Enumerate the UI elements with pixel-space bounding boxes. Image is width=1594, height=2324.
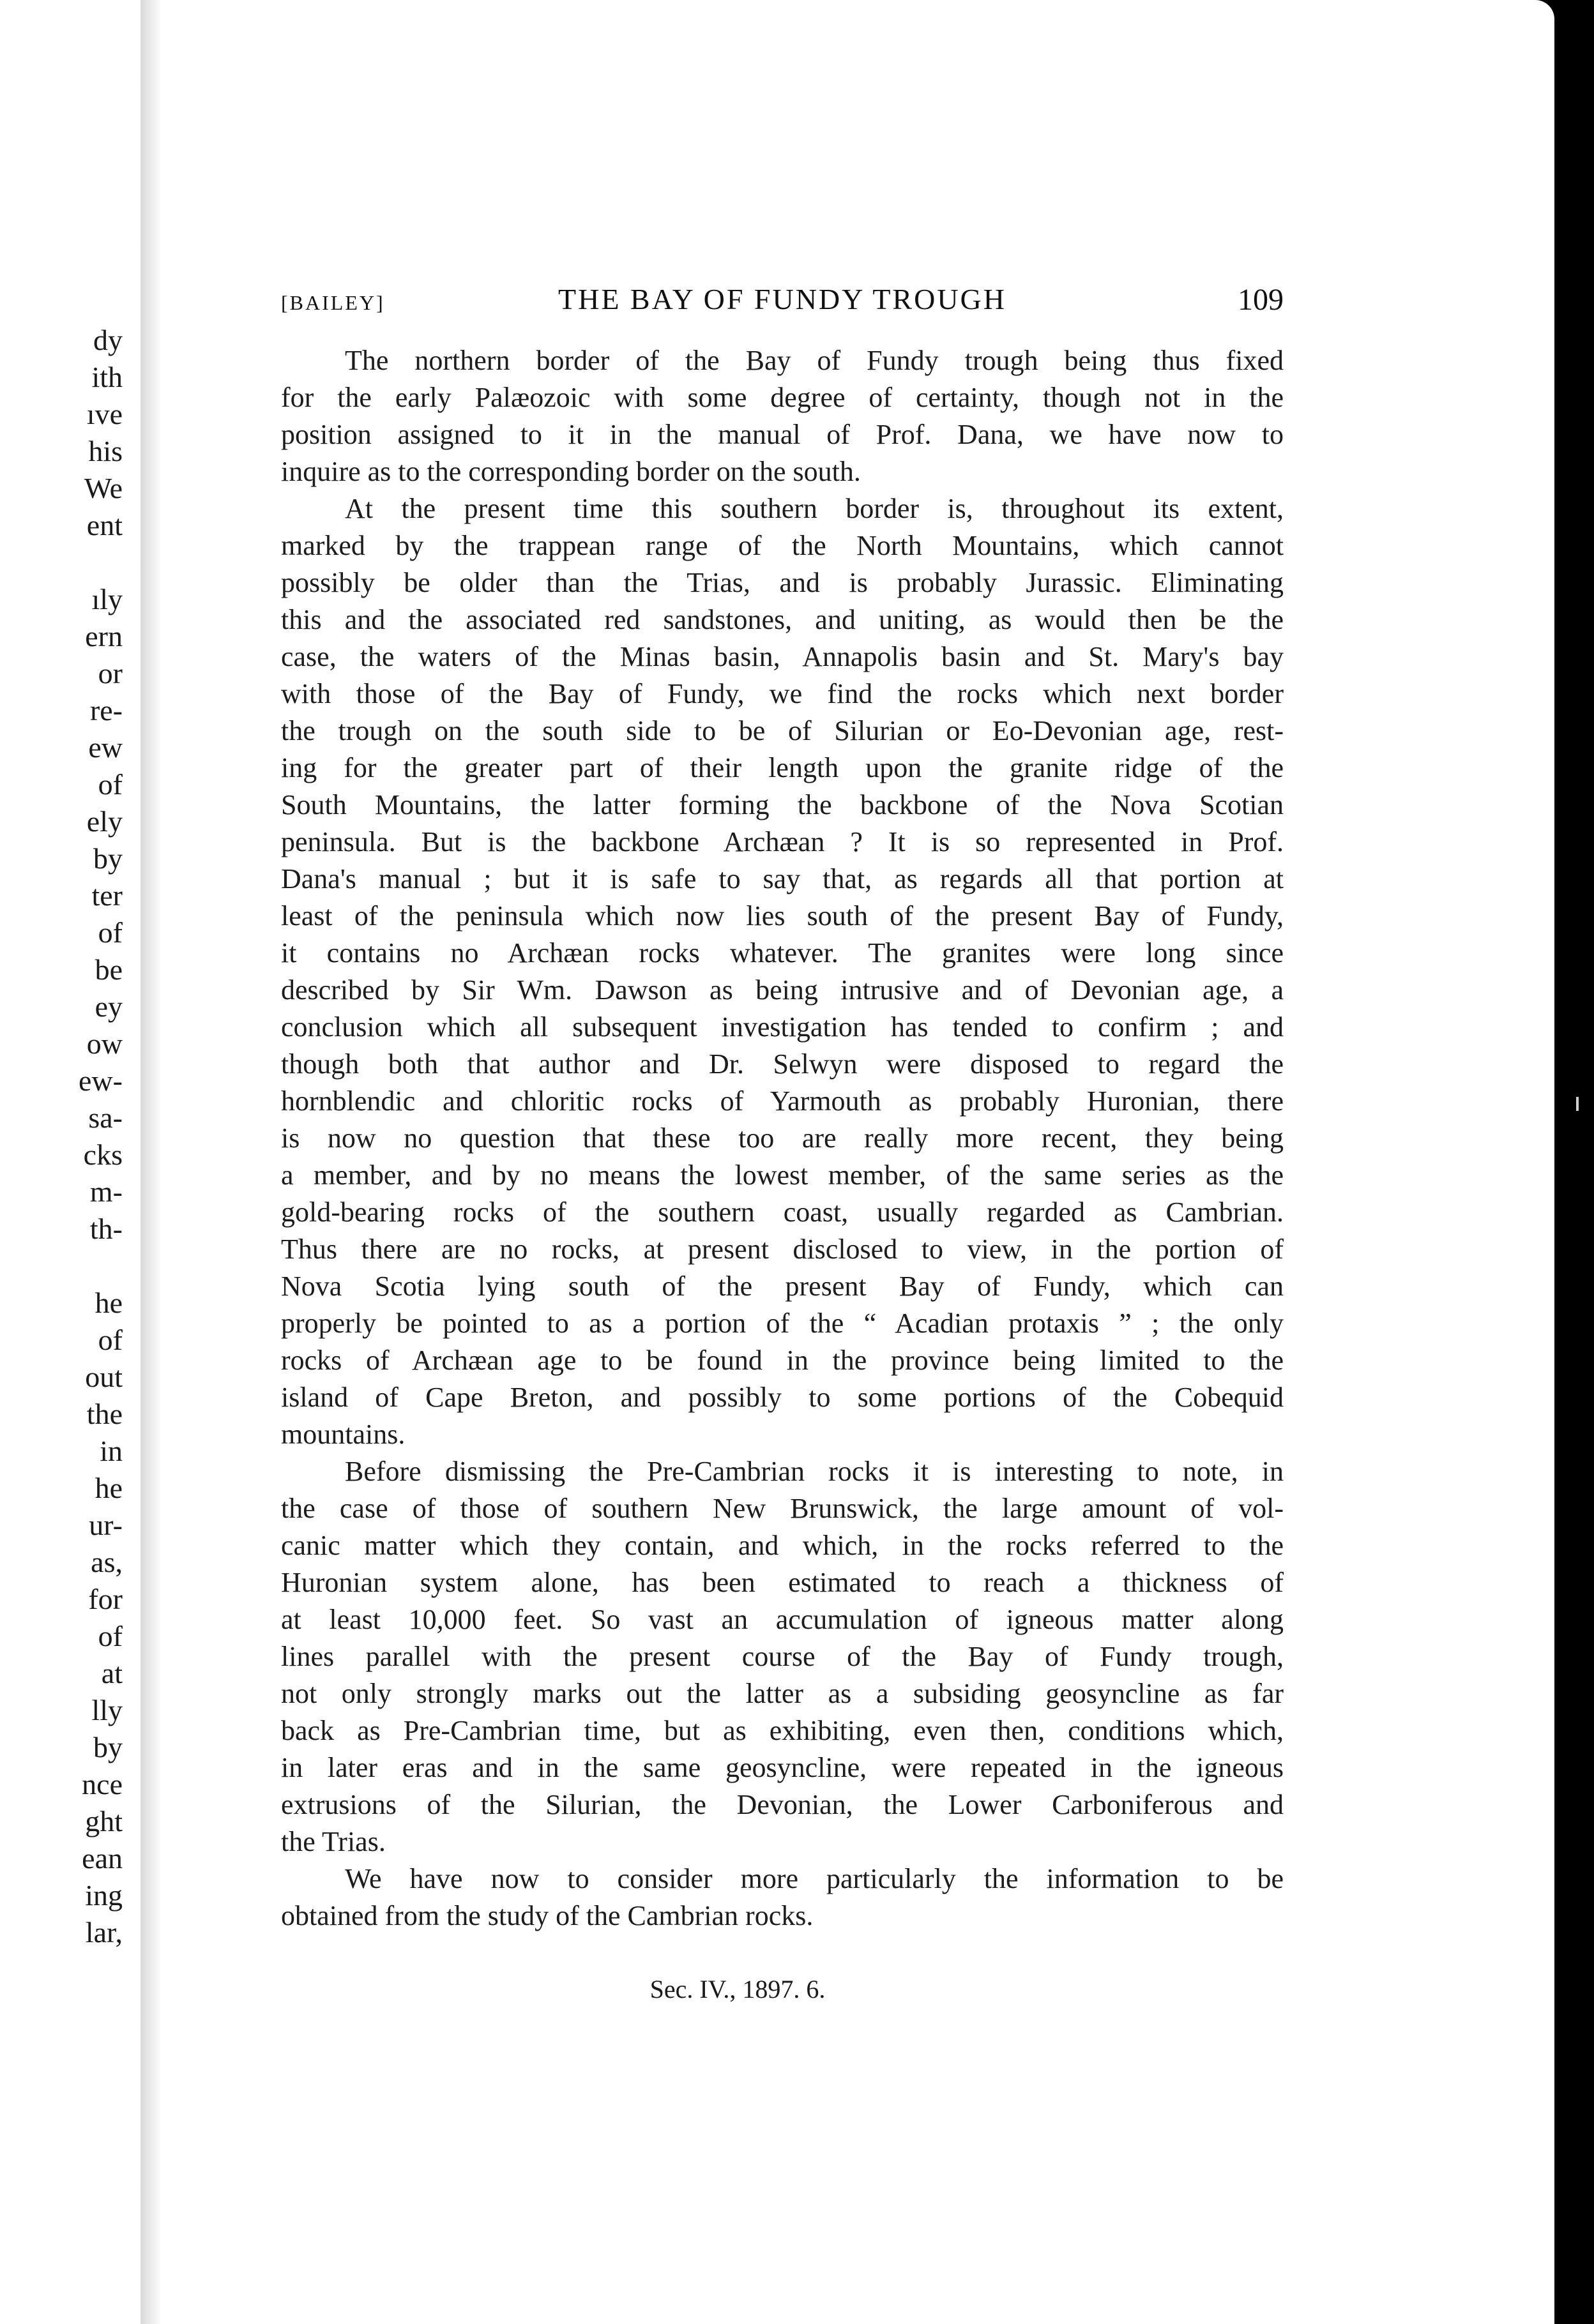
text-line: We have now to consider more particularly the information to be — [345, 1863, 1284, 1894]
signature-line: Sec. IV., 1897. 6. — [649, 1975, 826, 2003]
left-page-text-fragment: ent — [86, 509, 123, 541]
left-page-text-fragment: out — [85, 1361, 123, 1393]
text-line: case, the waters of the Minas basin, Annapolis basin and St. Mary's bay — [281, 641, 1284, 672]
text-line: not only strongly marks out the latter as a subsiding geosyncline as far — [281, 1678, 1284, 1709]
left-page-text-fragment: nce — [82, 1768, 123, 1800]
text-line: the case of those of southern New Brunswick, the large amount of vol- — [281, 1493, 1284, 1524]
text-line: peninsula. But is the backbone Archæan ? It is so represented in Prof. — [281, 826, 1284, 857]
text-line: the trough on the south side to be of Silurian or Eo-Devonian age, rest- — [281, 715, 1284, 746]
text-line: though both that author and Dr. Selwyn were disposed to regard the — [281, 1048, 1284, 1080]
running-header — [281, 280, 1284, 324]
text-line: inquire as to the corresponding border on the south. — [281, 456, 861, 487]
text-line: Nova Scotia lying south of the present Bay of Fundy, which can — [281, 1271, 1284, 1302]
left-page-text-fragment: he — [95, 1286, 123, 1319]
left-page-text-fragment: ow — [86, 1027, 123, 1060]
left-page-text-fragment: in — [100, 1435, 123, 1467]
left-page-text-fragment: ey — [95, 990, 123, 1023]
scan-border — [1554, 0, 1594, 2324]
text-line: described by Sir Wm. Dawson as being intrusive and of Devonian age, a — [281, 974, 1284, 1006]
left-page-text-fragment: or — [98, 657, 123, 690]
text-line: the Trias. — [281, 1826, 386, 1857]
text-line: conclusion which all subsequent investigation has tended to confirm ; and — [281, 1011, 1284, 1043]
text-line: properly be pointed to as a portion of the “ Acadian protaxis ” ; the only — [281, 1308, 1284, 1339]
left-page-text-fragment: of — [98, 768, 123, 801]
text-line: hornblendic and chloritic rocks of Yarmouth as probably Huronian, there — [281, 1085, 1284, 1117]
left-page-text-fragment: at — [101, 1657, 123, 1689]
left-page-text-fragment: by — [93, 1731, 123, 1763]
left-page-text-fragment: cks — [83, 1138, 123, 1171]
text-line: with those of the Bay of Fundy, we find the rocks which next border — [281, 678, 1284, 709]
text-line: gold-bearing rocks of the southern coast, usually regarded as Cambrian. — [281, 1196, 1284, 1228]
left-page-text-fragment: m- — [89, 1175, 123, 1208]
left-page-text-fragment: ern — [85, 620, 123, 653]
left-page-text-fragment: of — [98, 1324, 123, 1356]
text-line: a member, and by no means the lowest member, of the same series as the — [281, 1159, 1284, 1191]
text-line: lines parallel with the present course of the Bay of Fundy trough, — [281, 1641, 1284, 1672]
text-line: Thus there are no rocks, at present disclosed to view, in the portion of — [281, 1234, 1284, 1265]
left-page-text-fragment: the — [86, 1398, 123, 1430]
scan-speck — [1576, 1097, 1579, 1111]
left-page-text-fragment: th- — [89, 1212, 123, 1245]
left-page-text-fragment: ıve — [86, 398, 123, 430]
left-page-text-fragment: ıly — [91, 583, 123, 615]
text-line: mountains. — [281, 1419, 406, 1450]
text-line: South Mountains, the latter forming the backbone of the Nova Scotian — [281, 789, 1284, 820]
left-page-text-fragment: sa- — [88, 1101, 123, 1134]
page-number: 109 — [1238, 283, 1284, 317]
left-page-text-fragment: ing — [85, 1879, 123, 1912]
left-page-text-fragment: lar, — [85, 1916, 123, 1949]
left-page-text-fragment: We — [84, 472, 123, 504]
left-page-edge — [0, 0, 140, 2324]
text-line: possibly be older than the Trias, and is probably Jurassic. Eliminating — [281, 567, 1284, 598]
text-line: island of Cape Breton, and possibly to some portions of the Cobequid — [281, 1382, 1284, 1413]
left-page-text-fragment: by — [93, 842, 123, 875]
left-page-text-fragment: ur- — [89, 1509, 123, 1541]
left-page-text-fragment: ew — [88, 731, 123, 764]
text-line: canic matter which they contain, and which, in the rocks referred to the — [281, 1530, 1284, 1561]
text-line: at least 10,000 feet. So vast an accumulation of igneous matter along — [281, 1604, 1284, 1635]
left-page-text-fragment: ght — [85, 1805, 123, 1837]
text-line: marked by the trappean range of the North Mountains, which cannot — [281, 530, 1284, 561]
paragraph — [281, 1860, 1284, 1935]
text-line: in later eras and in the same geosyncline, were repeated in the igneous — [281, 1752, 1284, 1783]
left-page-text-fragment: of — [98, 916, 123, 949]
left-page-text-fragment: dy — [93, 324, 123, 356]
left-page-text-fragment: ely — [86, 805, 123, 838]
text-line: ing for the greater part of their length upon the granite ridge of the — [281, 752, 1284, 783]
left-page-text-fragment: of — [98, 1620, 123, 1652]
text-line: extrusions of the Silurian, the Devonian, the Lower Carboniferous and — [281, 1789, 1284, 1820]
left-page-text-fragment: ew- — [79, 1064, 123, 1097]
text-line: it contains no Archæan rocks whatever. The granites were long since — [281, 937, 1284, 969]
left-page-text-fragment: for — [88, 1583, 123, 1615]
left-page-text-fragment: re- — [89, 694, 123, 727]
left-page-text-fragment: ter — [91, 879, 123, 912]
text-line: for the early Palæozoic with some degree of certainty, though not in the — [281, 382, 1284, 413]
page-gutter — [140, 0, 162, 2324]
header-author: [BAILEY] — [281, 291, 385, 314]
text-line: The northern border of the Bay of Fundy trough being thus fixed — [345, 345, 1284, 376]
text-line: obtained from the study of the Cambrian rocks. — [281, 1900, 814, 1931]
text-line: rocks of Archæan age to be found in the province being limited to the — [281, 1345, 1284, 1376]
body-text — [281, 342, 1284, 1935]
left-page-text-fragment: ith — [91, 361, 123, 393]
left-page-text-fragment: he — [95, 1472, 123, 1504]
paragraph — [281, 1453, 1284, 1860]
left-page-text-fragment: ean — [82, 1842, 123, 1875]
text-line: Huronian system alone, has been estimated to reach a thickness of — [281, 1567, 1284, 1598]
text-line: Dana's manual ; but it is safe to say that, as regards all that portion at — [281, 863, 1284, 894]
left-page-text-fragment: be — [95, 953, 123, 986]
text-line: least of the peninsula which now lies south of the present Bay of Fundy, — [281, 900, 1284, 932]
text-line: is now no question that these too are really more recent, they being — [281, 1122, 1284, 1154]
left-page-text-fragment: as, — [91, 1546, 123, 1578]
text-line: Before dismissing the Pre-Cambrian rocks it is interesting to note, in — [345, 1456, 1284, 1487]
text-line: At the present time this southern border is, throughout its extent, — [345, 493, 1284, 524]
left-page-text-fragment: lly — [91, 1694, 123, 1726]
text-line: position assigned to it in the manual of Prof. Dana, we have now to — [281, 419, 1284, 450]
header-title: THE BAY OF FUNDY TROUGH — [558, 283, 1006, 315]
left-page-text-fragment: his — [88, 435, 123, 467]
text-line: this and the associated red sandstones, and uniting, as would then be the — [281, 604, 1284, 635]
paragraph — [281, 342, 1284, 490]
text-line: back as Pre-Cambrian time, but as exhibiting, even then, conditions which, — [281, 1715, 1284, 1746]
paragraph — [281, 490, 1284, 1453]
